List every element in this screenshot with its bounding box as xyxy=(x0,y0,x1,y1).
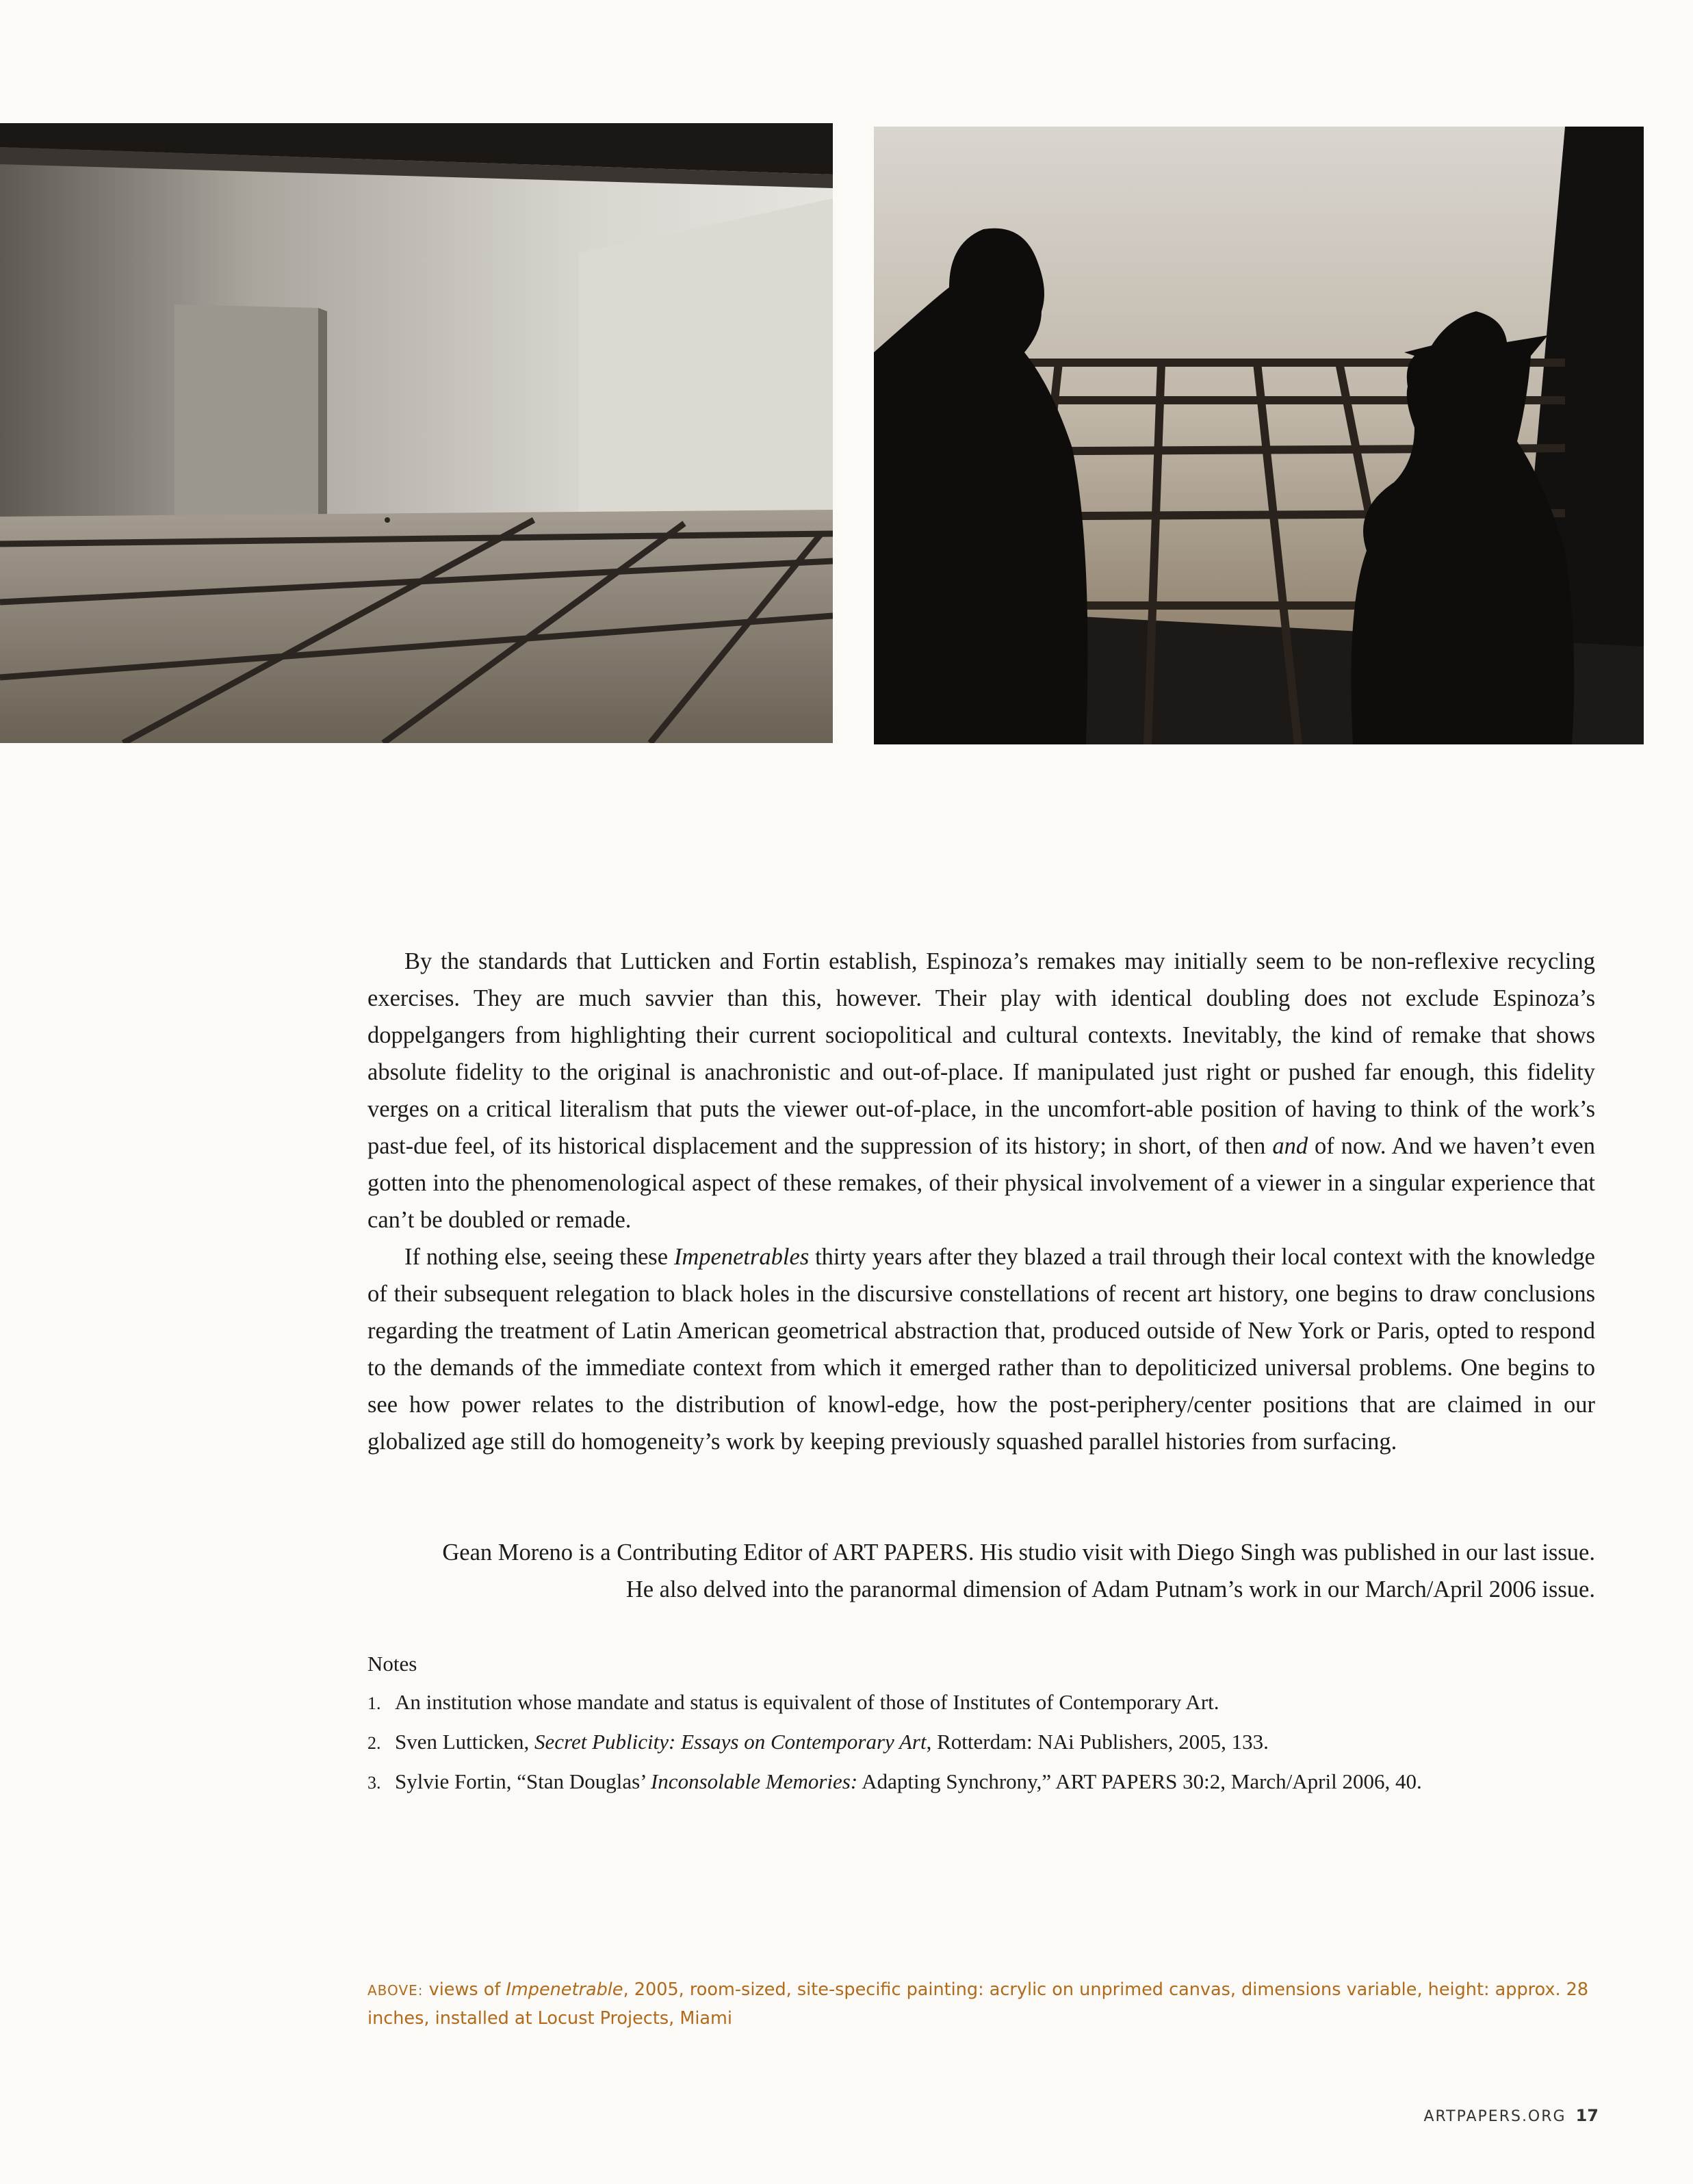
photo-caption xyxy=(367,1976,1597,2033)
note-number: 3. xyxy=(367,1773,381,1793)
installation-photo-left xyxy=(0,123,833,743)
note-item xyxy=(367,1683,1599,1723)
paragraph-text: of now. And we haven’t even gotten into the phenomenological aspect of these remakes, of their physical involvement of a viewer in a singular experience that can’t be doubled or remade. xyxy=(367,1133,1595,1233)
article-body xyxy=(367,943,1595,1460)
paragraph-text: If nothing else, seeing these xyxy=(404,1244,674,1270)
author-bio-line: Gean Moreno is a Contributing Editor of ART PAPERS. His studio visit with Diego Singh was published in our last issue. xyxy=(442,1539,1595,1565)
article-paragraph xyxy=(367,1238,1595,1460)
caption-text: , 2005, room-sized, site-specific painting: acrylic on unprimed canvas, dimensions variable, height: approx. 28 inches, installed at Locust Projects, Miami xyxy=(367,1979,1589,2029)
caption-label: ABOVE: xyxy=(367,1982,424,1999)
installation-photo-right xyxy=(874,127,1644,744)
note-text: Sven Lutticken, xyxy=(395,1730,535,1754)
note-text: Sylvie Fortin, “Stan Douglas’ xyxy=(395,1769,651,1793)
note-item xyxy=(367,1763,1599,1802)
note-item xyxy=(367,1723,1599,1763)
note-text: , Rotterdam: NAi Publishers, 2005, 133. xyxy=(926,1730,1269,1754)
page-footer xyxy=(1369,2106,1599,2125)
author-bio-line: He also delved into the paranormal dimension of Adam Putnam’s work in our March/April 2006 issue. xyxy=(625,1576,1595,1602)
emphasis: and xyxy=(1272,1133,1308,1159)
gallery-room-graphic xyxy=(0,123,833,743)
author-bio xyxy=(367,1534,1595,1608)
caption-title: Impenetrable xyxy=(506,1979,623,2000)
article-paragraph xyxy=(367,943,1595,1238)
note-text: Adapting Synchrony,” ART PAPERS 30:2, March/April 2006, 40. xyxy=(857,1769,1422,1793)
note-title: Secret Publicity: Essays on Contemporary Art xyxy=(534,1730,927,1754)
page-number: 17 xyxy=(1575,2106,1599,2125)
paragraph-text: thirty years after they blazed a trail through their local context with the knowledge of their subsequent relegation to black holes in the discursive constellations of recent art history, one begins to draw conclusions regarding the treatment of Latin American geometrical abstraction that, produced outside of New York or Paris, opted to respond to the demands of the immediate context from which it emerged rather than to depoliticized universal problems. One begins to see how power relates to the distribution of knowl-edge, how the post-periphery/center positions that are claimed in our globalized age still do homogeneity’s work by keeping previously squashed parallel histories from surfacing. xyxy=(367,1244,1595,1455)
notes-heading: Notes xyxy=(367,1652,417,1676)
visitors-silhouette-graphic xyxy=(874,127,1644,744)
notes-section xyxy=(367,1645,1599,1802)
note-number: 2. xyxy=(367,1733,381,1753)
note-text: An institution whose mandate and status is equivalent of those of Institutes of Contemporary Art. xyxy=(395,1690,1219,1714)
note-title: Inconsolable Memories: xyxy=(650,1769,858,1793)
site-url: ARTPAPERS.ORG xyxy=(1423,2108,1566,2125)
caption-text: views of xyxy=(423,1979,506,2000)
paragraph-text: By the standards that Lutticken and Fortin establish, Espinoza’s remakes may initially seem to be non-reflexive recycling exercises. They are much savvier than this, however. Their play with identical doubling does not exclude Espinoza’s doppelgangers from highlighting their current sociopolitical and cultural contexts. Inevitably, the kind of remake that shows absolute fidelity to the original is anachronistic and out-of-place. If manipulated just right or pushed far enough, this fidelity verges on a critical literalism that puts the viewer out-of-place, in the uncomfort-able position of having to think of the work’s past-due feel, of its historical displacement and the suppression of its history; in short, of then xyxy=(367,948,1595,1159)
note-number: 1. xyxy=(367,1693,381,1713)
emphasis: Impenetrables xyxy=(673,1244,810,1270)
